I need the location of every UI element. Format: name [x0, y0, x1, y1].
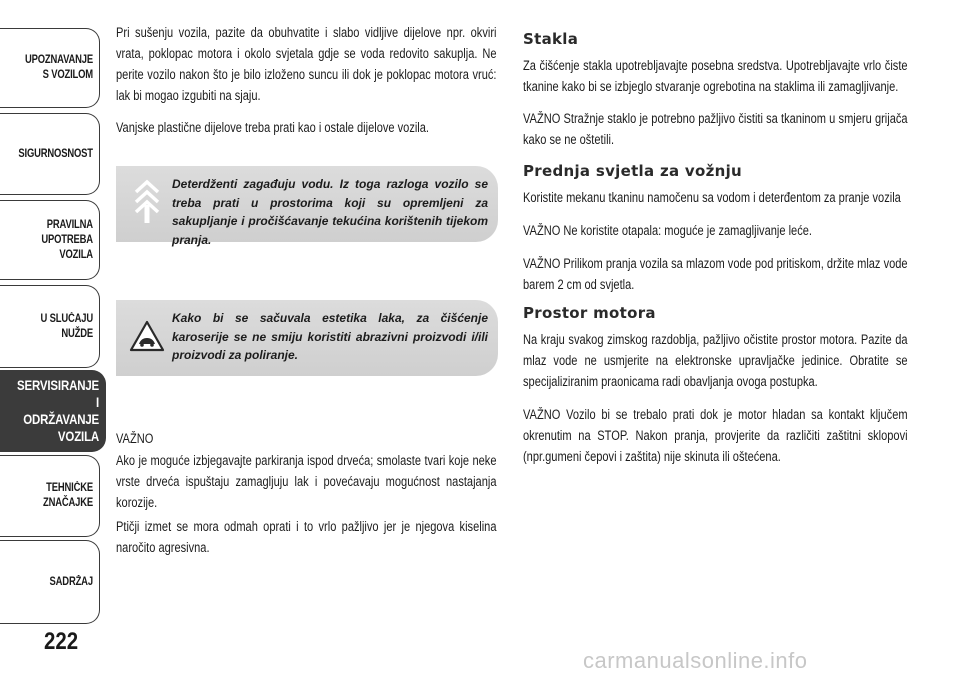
- tab-upoznavanje[interactable]: [0, 28, 100, 108]
- tab-sadrzaj[interactable]: [0, 540, 100, 624]
- paragraph-no-solvents: VAŽNO Ne koristite otapala: moguće je zamagljivanje leće.: [523, 223, 812, 238]
- paragraph-drying: Pri sušenju vozila, pazite da obuhvatite i slabo vidljive dijelove npr. okviri vrata, poklopac motora i okolo svjetala gdje se voda redovito sakuplja. Ne perite vozilo nakon što je bilo izloženo suncu ili dok je poklopac motora vruć: lak bi mogao izgubiti na sjaju.: [116, 25, 497, 103]
- page-number: 222: [44, 628, 79, 655]
- tab-u-slucaju-nuzde[interactable]: [0, 285, 100, 368]
- warning-triangle-car-icon: [129, 320, 165, 352]
- paragraph-pressure-wash: VAŽNO Prilikom pranja vozila sa mlazom vode pod pritiskom, držite mlaz vode barem 2 cm od svjetla.: [523, 256, 908, 292]
- paragraph-rear-window: VAŽNO Stražnje staklo je potrebno pažljivo čistiti sa tkaninom u smjeru grijača kako se ne oštetili.: [523, 111, 908, 147]
- watermark: carmanualsonline.info: [583, 648, 808, 673]
- vazno-label: VAŽNO: [116, 431, 154, 446]
- paragraph-glass-cleaning: Za čišćenje stakla upotrebljavajte posebna sredstva. Upotrebljavajte vrlo čiste tkanine kako bi se izbjeglo stvaranje ogrebotina na staklima ili zamagljivanje.: [523, 58, 908, 94]
- tab-sigurnosnost[interactable]: [0, 113, 100, 195]
- tab-label: PRAVILNA UPOTREBA VOZILA: [41, 218, 93, 261]
- environment-chevron-icon: [133, 178, 161, 224]
- paragraph-engine-cleaning: Na kraju svakog zimskog razdoblja, pažljivo očistite prostor motora. Pazite da mlaz vode ne usmjerite na elektronske upravljačke jedinice. Obratite se specijaliziranim praonicama radi obavljanja ovoga postupka.: [523, 332, 908, 389]
- tab-label: SERVISIRANJE I ODRŽAVANJE VOZILA: [16, 377, 100, 444]
- paragraph-headlight-cloth: Koristite mekanu tkaninu namočenu sa vodom i deterđentom za pranje vozila: [523, 190, 901, 205]
- tab-pravilna-upotreba[interactable]: [0, 200, 100, 280]
- warning-note: [116, 300, 498, 376]
- tab-label: TEHNIČKE ZNAČAJKE: [42, 482, 93, 509]
- environment-note: [116, 166, 498, 247]
- heading-engine-bay: Prostor motora: [523, 304, 656, 322]
- paragraph-plastic-parts: Vanjske plastične dijelove treba prati kao i ostale dijelove vozila.: [116, 120, 430, 135]
- paragraph-bird-droppings: Ptičji izmet se mora odmah oprati i to vrlo pažljivo jer je njegova kiselina naročito agresivna.: [116, 519, 497, 555]
- tab-label: SIGURNOSNOST: [18, 147, 93, 160]
- tab-servisiranje[interactable]: [0, 370, 106, 452]
- environment-note-text: Deterdženti zagađuju vodu. Iz toga razloga vozilo se treba prati u prostorima koji su opremljeni za sakupljanje i pročišćavanje tekućina korištenih tijekom pranja.: [172, 177, 488, 247]
- tab-label: U SLUČAJU NUŽDE: [40, 312, 93, 340]
- heading-headlights: Prednja svjetla za vožnju: [523, 162, 743, 180]
- heading-stakla: Stakla: [523, 30, 579, 48]
- paragraph-parking-trees: Ako je moguće izbjegavajte parkiranja ispod drveća; smolaste tvari koje neke vrste drveća ispuštaju zamagljuju lak i povećavaju mogućnost nastajanja korozije.: [116, 453, 497, 510]
- paragraph-engine-stop: VAŽNO Vozilo bi se trebalo prati dok je motor hladan sa kontakt ključem okrenutim na STOP. Nakon pranja, provjerite da različiti zaštitni sklopovi (npr.gumeni čepovi i zaštita) nije skinuta ili oštećena.: [523, 407, 908, 464]
- tab-tehnicke-znacajke[interactable]: [0, 455, 100, 537]
- tab-label: UPOZNAVANJE S VOZILOM: [24, 54, 93, 81]
- tab-label: SADRŽAJ: [49, 575, 93, 588]
- warning-note-text: Kako bi se sačuvala estetika laka, za čišćenje karoserije se ne smiju koristiti abrazivni proizvodi i/ili proizvodi za poliranje.: [172, 311, 488, 362]
